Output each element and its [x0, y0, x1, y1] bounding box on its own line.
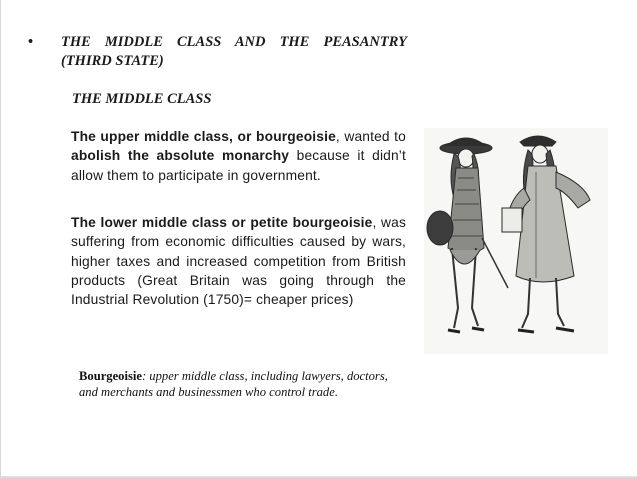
- illustration-drawing: [424, 128, 608, 354]
- paragraph1-bold-phrase: abolish the absolute monarchy: [71, 148, 290, 164]
- heading-line-2: (THIRD STATE): [61, 53, 164, 69]
- caption-definition: : upper middle class, including lawyers, doctors, and merchants and businessmen who control trade.: [79, 369, 388, 399]
- paragraph1-text-b: because it didn’t allow them to participate in government.: [71, 148, 407, 183]
- paragraph2-bold-term: The lower middle class or petite bourgeoisie: [71, 215, 373, 230]
- paragraph2-text: , was suffering from economic difficulties caused by wars, higher taxes and increased competition from British products (Great Britain was going through the Industrial Revolution (1750)= cheaper prices): [71, 215, 406, 308]
- slide-heading: [28, 33, 407, 71]
- bourgeois-men-illustration: [424, 128, 608, 354]
- left-figure: [427, 138, 508, 332]
- paragraph1-text-a: , wanted to: [335, 129, 406, 144]
- heading-line-1: THE MIDDLE CLASS AND THE PEASANTRY: [61, 34, 407, 50]
- paragraph-upper-middle-class: [71, 127, 406, 185]
- bourgeoisie-definition-caption: [79, 369, 399, 400]
- subheading: THE MIDDLE CLASS: [72, 91, 212, 107]
- caption-term: Bourgeoisie: [79, 369, 142, 383]
- bullet-icon: •: [28, 34, 34, 50]
- paragraph-lower-middle-class: [71, 213, 406, 309]
- paragraph1-bold-term: The upper middle class, or bourgeoisie: [71, 129, 336, 144]
- right-figure: [502, 136, 590, 332]
